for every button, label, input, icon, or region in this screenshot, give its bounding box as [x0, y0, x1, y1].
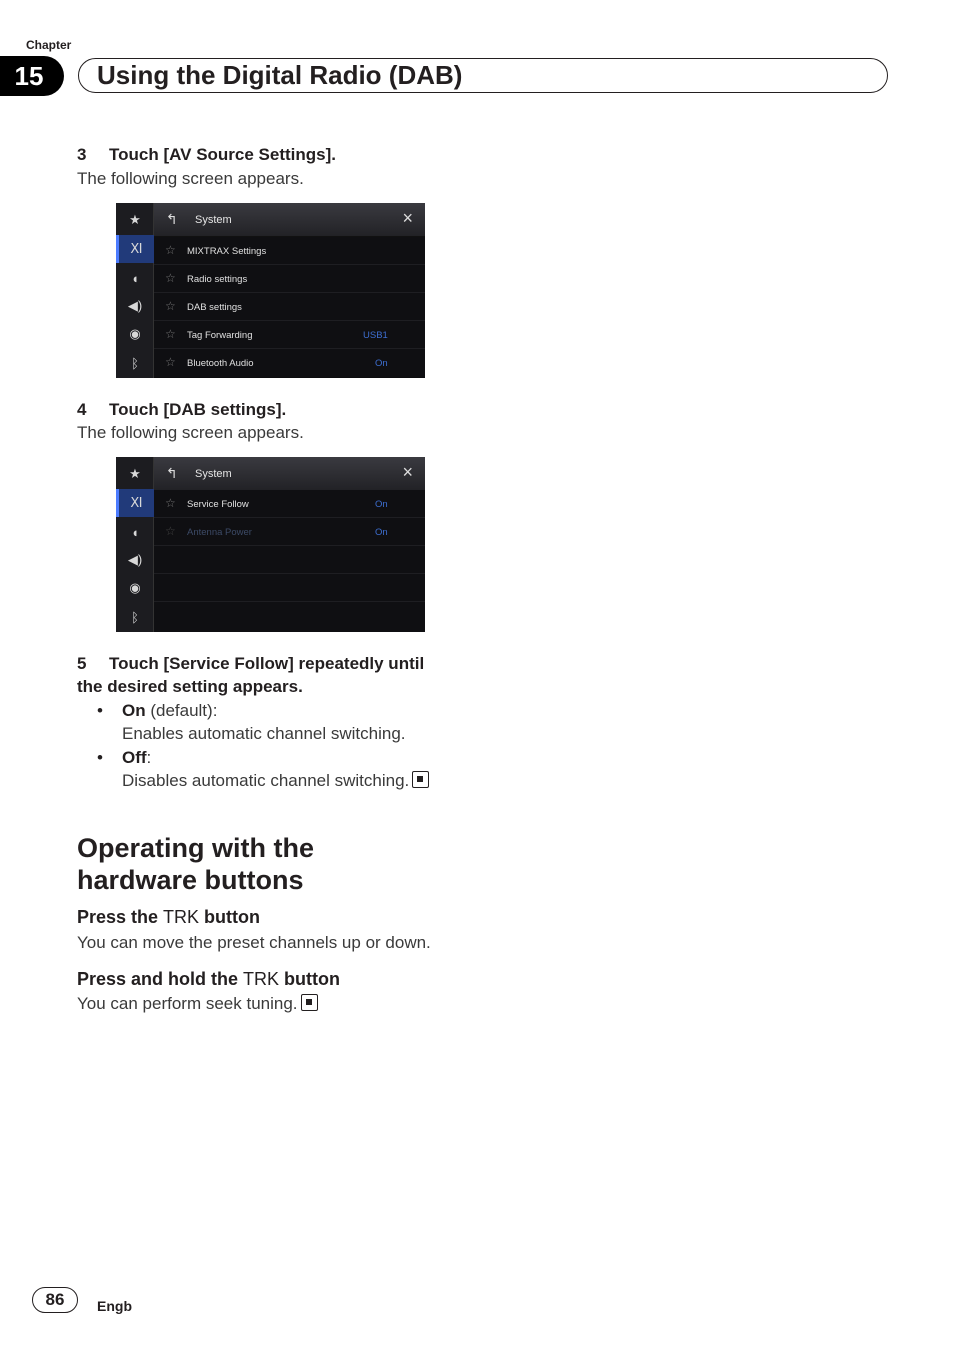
row-value: USB1	[363, 330, 388, 341]
chapter-title: Using the Digital Radio (DAB)	[78, 58, 888, 93]
favorite-star-icon: ☆	[165, 327, 176, 341]
section-title-line: hardware buttons	[77, 865, 304, 895]
option-desc: Enables automatic channel switching.	[122, 724, 406, 743]
option-off	[122, 746, 429, 792]
settings-tools-icon: Ⅺ	[116, 489, 154, 517]
screen-sidebar	[116, 457, 154, 632]
screen-title: System	[195, 214, 232, 226]
favorite-star-icon: ☆	[165, 243, 176, 257]
step-instruction-cont: the desired setting appears.	[77, 677, 303, 696]
star-icon: ★	[129, 212, 141, 227]
option-name: Off	[122, 748, 147, 767]
disc-icon: ◉	[129, 580, 141, 595]
subheading-text: Press the	[77, 907, 164, 927]
bullet: •	[97, 748, 103, 767]
favorite-star-icon: ☆	[165, 524, 176, 538]
close-icon: ×	[402, 462, 413, 482]
favorite-star-icon: ☆	[165, 271, 176, 285]
empty-row	[154, 602, 425, 632]
step-note: The following screen appears.	[77, 169, 304, 188]
bluetooth-icon: ᛒ	[131, 609, 139, 625]
speaker-icon: ◀)	[127, 552, 143, 567]
trk-label: TRK	[243, 969, 280, 989]
step-number: 3	[77, 145, 87, 164]
section-title-line: Operating with the	[77, 833, 315, 863]
screen-header	[154, 203, 425, 237]
row-label: Radio settings	[187, 274, 248, 285]
subheading-desc-2	[77, 992, 318, 1015]
page-number: 86	[32, 1287, 78, 1313]
empty-row	[154, 546, 425, 574]
step-instruction: Touch [DAB settings].	[109, 400, 287, 419]
menu-row	[154, 349, 425, 377]
menu-row	[154, 321, 425, 349]
subheading-text: button	[199, 907, 261, 927]
trk-label: TRK	[163, 907, 200, 927]
close-icon: ×	[402, 208, 413, 228]
step-number: 4	[77, 400, 87, 419]
system-screenshot-1	[116, 203, 425, 378]
star-icon: ★	[129, 466, 141, 481]
empty-row	[154, 574, 425, 602]
end-of-section-icon	[412, 771, 429, 788]
end-of-section-icon	[301, 994, 318, 1011]
screen-title: System	[195, 468, 232, 480]
favorite-star-icon: ☆	[165, 299, 176, 313]
back-icon: ↰	[166, 465, 178, 481]
subheading-desc: You can move the preset channels up or down.	[77, 933, 431, 952]
car-icon: ◖	[131, 524, 139, 540]
screen-header	[154, 457, 425, 491]
speaker-icon: ◀)	[127, 298, 143, 313]
screen-sidebar	[116, 203, 154, 378]
subheading-text: Press and hold the	[77, 969, 244, 989]
menu-row	[154, 265, 425, 293]
option-suffix: (default):	[145, 701, 218, 720]
car-icon: ◖	[131, 270, 139, 286]
step-3	[77, 143, 336, 166]
section-title	[77, 832, 314, 896]
row-label: DAB settings	[187, 302, 242, 313]
subheading-press-trk	[77, 907, 260, 928]
system-screenshot-2	[116, 457, 425, 632]
subheading-hold-trk	[77, 969, 340, 990]
step-instruction: Touch [AV Source Settings].	[109, 145, 336, 164]
menu-row	[154, 490, 425, 518]
option-suffix: :	[146, 748, 152, 767]
option-name: On	[122, 701, 146, 720]
step-note: The following screen appears.	[77, 423, 304, 442]
language-code: Engb	[97, 1298, 132, 1314]
row-label: Tag Forwarding	[187, 330, 253, 341]
bluetooth-icon: ᛒ	[131, 355, 139, 371]
desc-text: You can perform seek tuning.	[77, 994, 298, 1013]
step-4	[77, 398, 286, 421]
option-desc: Disables automatic channel switching.	[122, 771, 410, 790]
step-5	[77, 652, 424, 698]
row-label: MIXTRAX Settings	[187, 246, 267, 257]
favorite-star-icon: ☆	[165, 355, 176, 369]
bullet: •	[97, 701, 103, 720]
row-value: On	[375, 527, 388, 538]
disc-icon: ◉	[129, 326, 141, 341]
menu-row	[154, 518, 425, 546]
chapter-label: Chapter	[26, 38, 72, 52]
back-icon: ↰	[166, 211, 178, 227]
option-on	[122, 699, 406, 745]
row-value: On	[375, 358, 388, 369]
menu-row	[154, 237, 425, 265]
chapter-number: 15	[0, 56, 64, 96]
row-label: Bluetooth Audio	[187, 358, 254, 369]
step-number: 5	[77, 654, 87, 673]
subheading-text: button	[279, 969, 341, 989]
row-label: Service Follow	[187, 499, 249, 510]
menu-row	[154, 293, 425, 321]
row-value: On	[375, 499, 388, 510]
settings-tools-icon: Ⅺ	[116, 235, 154, 263]
row-label: Antenna Power	[187, 527, 252, 538]
favorite-star-icon: ☆	[165, 496, 176, 510]
step-instruction: Touch [Service Follow] repeatedly until	[109, 654, 425, 673]
